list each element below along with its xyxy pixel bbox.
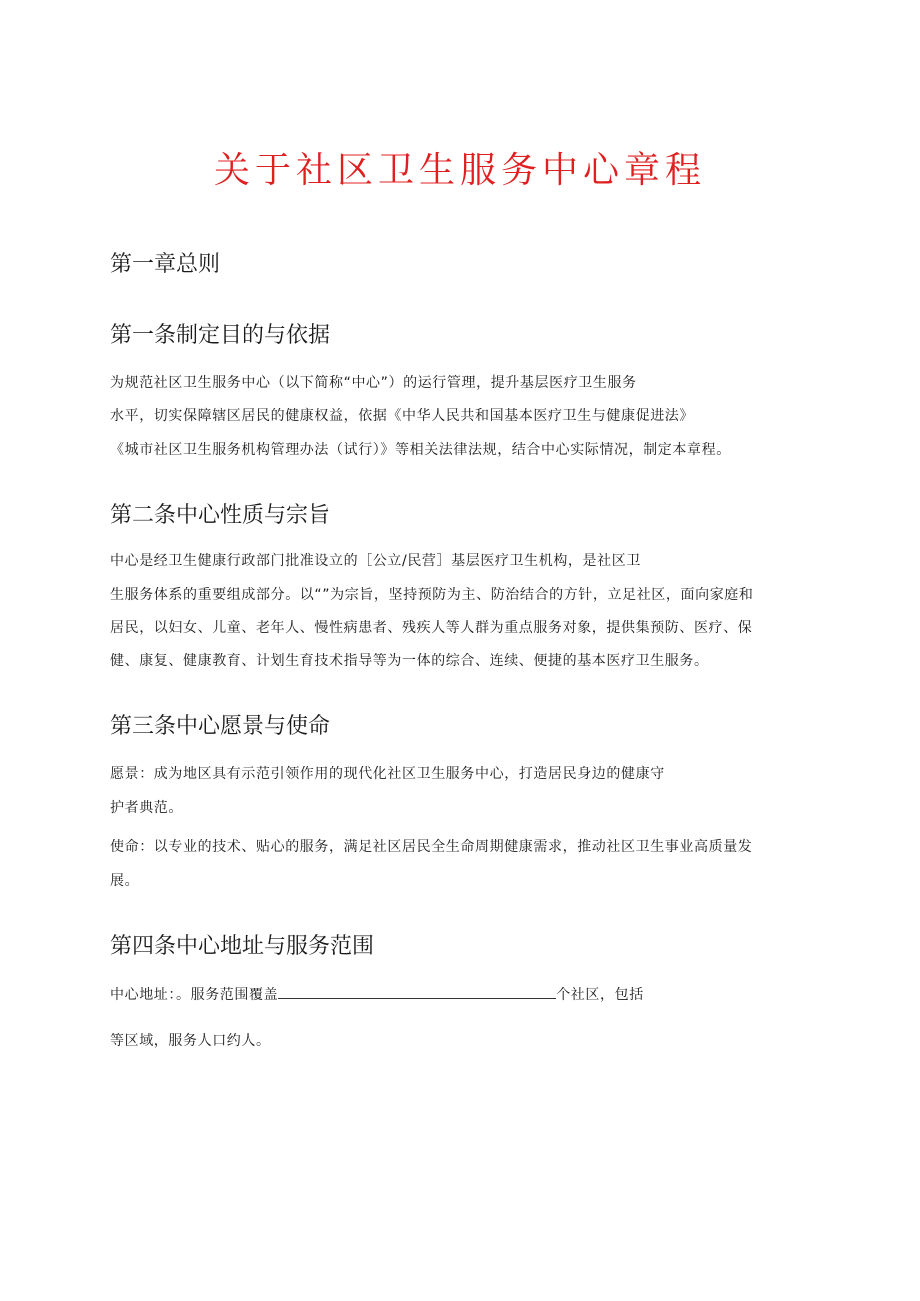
vision-line: 愿景：成为地区具有示范引领作用的现代化社区卫生服务中心，打造居民身边的健康守 — [110, 766, 665, 782]
document-title: 关于社区卫生服务中心章程 — [213, 150, 706, 191]
article-1-line: 水平，切实保障辖区居民的健康权益，依据《中华人民共和国基本医疗卫生与健康促进法》 — [110, 408, 694, 424]
address-text-after: 个社区，包括 — [556, 987, 644, 1003]
article-1-line: 为规范社区卫生服务中心（以下简称“中心”）的运行管理，提升基层医疗卫生服务 — [110, 375, 637, 391]
address-text-before: 中心地址：。服务范围覆盖 — [110, 987, 279, 1003]
chapter-heading: 第一章总则 — [110, 252, 221, 277]
article-2-line: 健、康复、健康教育、计划生育技术指导等为一体的综合、连续、便捷的基本医疗卫生服务。 — [110, 653, 709, 669]
article-1-line: 《城市社区卫生服务机构管理办法（试行）》等相关法律法规，结合中心实际情况，制定本章程。 — [110, 442, 731, 458]
community-count-blank — [278, 984, 556, 999]
article-2-heading: 第二条中心性质与宗旨 — [110, 503, 331, 528]
article-1-heading: 第一条制定目的与依据 — [110, 323, 331, 348]
mission-line: 使命：以专业的技术、贴心的服务，满足社区居民全生命周期健康需求，推动社区卫生事业高质量发 — [110, 839, 753, 855]
article-3-heading: 第三条中心愿景与使命 — [110, 714, 331, 739]
article-2-line: 生服务体系的重要组成部分。以“”为宗旨，坚持预防为主、防治结合的方针，立足社区，面向家庭和 — [110, 587, 754, 603]
address-line — [110, 984, 644, 1004]
service-area-line: 等区域，服务人口约人。 — [110, 1033, 271, 1049]
article-4-heading: 第四条中心地址与服务范围 — [110, 934, 375, 959]
article-2-line: 居民，以妇女、儿童、老年人、慢性病患者、残疾人等人群为重点服务对象，提供集预防、医疗、保 — [110, 620, 753, 636]
mission-line: 展。 — [110, 873, 140, 889]
vision-line: 护者典范。 — [110, 800, 183, 816]
article-2-line: 中心是经卫生健康行政部门批准设立的［公立/民营］基层医疗卫生机构，是社区卫 — [110, 553, 641, 569]
